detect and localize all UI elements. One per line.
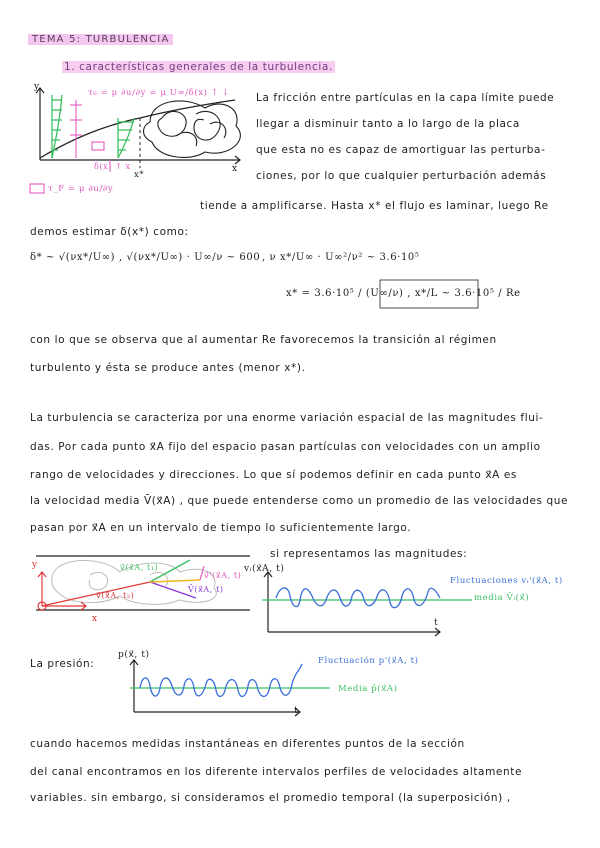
equation-reynolds: , ν x*/U∞ · U∞²/ν² ~ 3.6·10⁵	[262, 252, 420, 263]
fig4-label: La presión:	[30, 658, 95, 670]
para3-line1: La turbulencia se caracteriza por una enorme variación espacial de las magnitudes flui-	[30, 412, 544, 424]
fig2-y-label: y	[32, 560, 38, 570]
para3-line5: pasan por x⃗A en un intervalo de tiempo lo suficientemente largo.	[30, 522, 412, 534]
para3-line4: la velocidad media V̄(x⃗A) , que puede entenderse como un promedio de las velocidades que	[30, 495, 569, 507]
equation-xstar: x* = 3.6·10⁵ / (U∞/ν) , x*/L ~ 3.6·10⁵ / Re	[286, 288, 521, 299]
xstar-label: x*	[134, 170, 145, 180]
para2-line1: con lo que se observa que al aumentar Re favorecemos la transición al régimen	[30, 334, 497, 346]
para1-line5-text: tiende a amplificarse. Hasta x* el flujo es laminar, luego	[200, 200, 535, 212]
fig2-x-label: x	[92, 614, 98, 624]
label-vbar: V̄(x⃗A, t)	[188, 585, 224, 594]
fig4-fluctuation-curve	[140, 664, 302, 696]
tau-upper-formula: τ₀ = μ ∂u/∂y = μ U∞/δ(x) ↑ ↓	[88, 88, 230, 98]
label-v-t2: v⃗(x⃗A, t₂)	[96, 591, 135, 600]
para1-line4: ciones, por lo que cualquier perturbación además	[256, 170, 547, 182]
tau-lower-formula: τ_F = μ ∂u/∂y	[48, 184, 114, 194]
fig3-y-label: vᵢ(x⃗A, t)	[244, 564, 285, 574]
para3-line2: das. Por cada punto x⃗A fijo del espacio pasan partículas con velocidades con un amplio	[30, 441, 541, 453]
fig1-x-label: x	[232, 164, 238, 174]
equation-delta: δ* ~ √(νx*/U∞) , √(νx*/U∞) · U∞/ν ~ 600	[30, 252, 261, 263]
para4-line1: cuando hacemos medidas instantáneas en diferentes puntos de la sección	[30, 738, 465, 750]
fig3-t-label: t	[434, 618, 439, 628]
label-v-prime: v⃗'(x⃗A, t)	[204, 571, 242, 580]
fig1-y-label: y	[34, 82, 40, 92]
label-v-t1: v⃗(x⃗A, t₁)	[120, 563, 159, 572]
section-title-text: 1. características generales de la turbulencia.	[64, 61, 333, 73]
para4-line2: del canal encontramos en los diferente intervalos perfiles de velocidades altamente	[30, 766, 523, 778]
fig3-mean-label: media V̄ᵢ(x⃗)	[474, 593, 530, 603]
fig3-fluct-label: Fluctuaciones vᵢ'(x⃗A, t)	[450, 576, 563, 586]
para4-line3: variables. sin embargo, si consideramos el promedio temporal (la superposición) ,	[30, 792, 511, 804]
para1-re: Re	[534, 200, 549, 212]
chapter-title: TEMA 5: TURBULENCIA	[28, 34, 173, 45]
para1-line1: La fricción entre partículas en la capa límite puede	[256, 92, 555, 104]
fig4-mean-label: Media p̄(x⃗A)	[338, 684, 398, 694]
fig4-y-label: p(x⃗, t)	[118, 650, 150, 660]
delta-label: δ(x) ↑ x	[94, 162, 131, 171]
fig4-t-label: t	[294, 706, 299, 716]
para1-line6: demos estimar δ(x*) como:	[30, 226, 189, 238]
para1-line2: llegar a disminuir tanto a lo largo de la placa	[256, 118, 520, 130]
fig4-fluct-label: Fluctuación p'(x⃗A, t)	[318, 656, 419, 666]
para1-line3: que esta no es capaz de amortiguar las perturba-	[256, 144, 546, 156]
para2-line2: turbulento y ésta se produce antes (menor x*).	[30, 362, 306, 374]
para3-line3: rango de velocidades y direcciones. Lo que sí podemos definir en cada punto x⃗A es	[30, 469, 517, 481]
fig3-intro: si representamos las magnitudes:	[270, 548, 468, 560]
